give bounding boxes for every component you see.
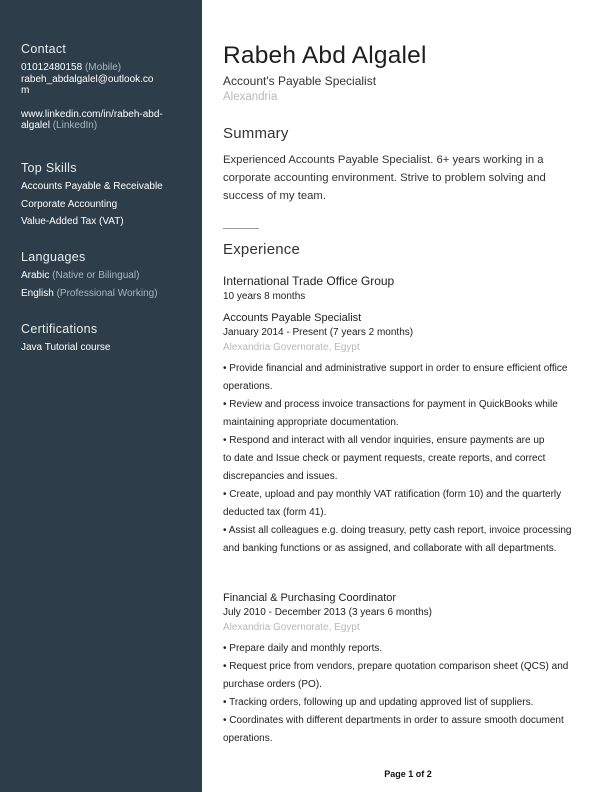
language-name: Arabic bbox=[21, 270, 50, 281]
job-title: Financial & Purchasing Coordinator bbox=[223, 592, 397, 604]
skills-heading: Top Skills bbox=[21, 161, 77, 175]
skill-item: Corporate Accounting bbox=[21, 198, 118, 210]
bullet-item: • Tracking orders, following up and updating approved list of suppliers. bbox=[223, 697, 534, 708]
email-line-1: rabeh_abdalgalel@outlook.co bbox=[21, 73, 154, 85]
bullet-item: • Provide financial and administrative support in order to ensure efficient office operations. bbox=[223, 363, 568, 392]
profile-headline: Account's Payable Specialist bbox=[223, 74, 377, 88]
job-dates: January 2014 - Present (7 years 2 months) bbox=[223, 327, 414, 338]
job-location: Alexandria Governorate, Egypt bbox=[223, 622, 360, 633]
languages-heading: Languages bbox=[21, 250, 86, 264]
linkedin-line-2-wrap bbox=[21, 120, 191, 132]
language-name: English bbox=[21, 287, 54, 299]
job-location: Alexandria Governorate, Egypt bbox=[223, 342, 360, 353]
language-level: (Native or Bilingual) bbox=[52, 270, 140, 281]
linkedin-line-1: www.linkedin.com/in/rabeh-abd- bbox=[21, 108, 163, 120]
bullet-item: • Assist all colleagues e.g. doing treasury, petty cash report, invoice processing and banking functions or as assigned, and collaborate with all departments. bbox=[223, 525, 572, 554]
phone-number: 01012480158 bbox=[21, 62, 83, 73]
bullet-item: • Coordinates with different departments in order to assure smooth document operations. bbox=[223, 715, 564, 744]
certifications-section bbox=[21, 322, 191, 357]
linkedin-link[interactable] bbox=[21, 109, 191, 132]
job-bullets bbox=[223, 360, 589, 558]
email-link[interactable] bbox=[21, 74, 191, 97]
job-title: Accounts Payable Specialist bbox=[223, 312, 362, 324]
linkedin-label: (LinkedIn) bbox=[52, 120, 98, 131]
profile-name: Rabeh Abd Algalel bbox=[223, 42, 427, 69]
bullet-item: • Review and process invoice transactions for payment in QuickBooks while maintaining appropriate documentation. bbox=[223, 399, 558, 428]
phone-line bbox=[21, 62, 191, 74]
certifications-heading: Certifications bbox=[21, 322, 98, 336]
languages-section bbox=[21, 250, 191, 302]
company-duration: 10 years 8 months bbox=[223, 291, 306, 302]
language-item bbox=[21, 285, 191, 303]
skill-item: Value-Added Tax (VAT) bbox=[21, 216, 124, 227]
job-dates: July 2010 - December 2013 (3 years 6 months) bbox=[223, 607, 432, 618]
job-bullets bbox=[223, 640, 589, 748]
email-line-2: m bbox=[21, 85, 30, 96]
skills-section bbox=[21, 161, 191, 231]
language-level: (Professional Working) bbox=[56, 287, 158, 299]
section-divider bbox=[223, 228, 259, 229]
contact-section bbox=[21, 42, 191, 132]
linkedin-line-2: algalel bbox=[21, 120, 50, 131]
profile-location: Alexandria bbox=[223, 91, 278, 103]
language-item bbox=[21, 267, 191, 285]
contact-heading: Contact bbox=[21, 42, 67, 56]
summary-text: Experienced Accounts Payable Specialist. 6+ years working in a corporate accounting environment. Strive to problem solving and success of my team. bbox=[223, 154, 546, 203]
bullet-item: • Request price from vendors, prepare quotation comparison sheet (QCS) and purchase orders (PO). bbox=[223, 661, 569, 690]
company-name: International Trade Office Group bbox=[223, 274, 395, 288]
page-number: Page 1 of 2 bbox=[384, 769, 432, 779]
bullet-item: to date and Issue check or payment requests, create reports, and correct discrepancies and issues. bbox=[223, 453, 546, 482]
phone-label: (Mobile) bbox=[84, 62, 122, 73]
bullet-item: • Create, upload and pay monthly VAT ratification (form 10) and the quarterly deducted tax (form 41). bbox=[223, 489, 562, 518]
summary-heading: Summary bbox=[223, 125, 289, 142]
bullet-item: • Prepare daily and monthly reports. bbox=[223, 643, 383, 654]
sidebar bbox=[0, 0, 202, 792]
experience-heading: Experience bbox=[223, 241, 301, 258]
bullet-item: • Respond and interact with all vendor inquiries, ensure payments are up bbox=[223, 435, 545, 446]
skill-item: Accounts Payable & Receivable bbox=[21, 181, 163, 192]
certification-item: Java Tutorial course bbox=[21, 342, 111, 353]
